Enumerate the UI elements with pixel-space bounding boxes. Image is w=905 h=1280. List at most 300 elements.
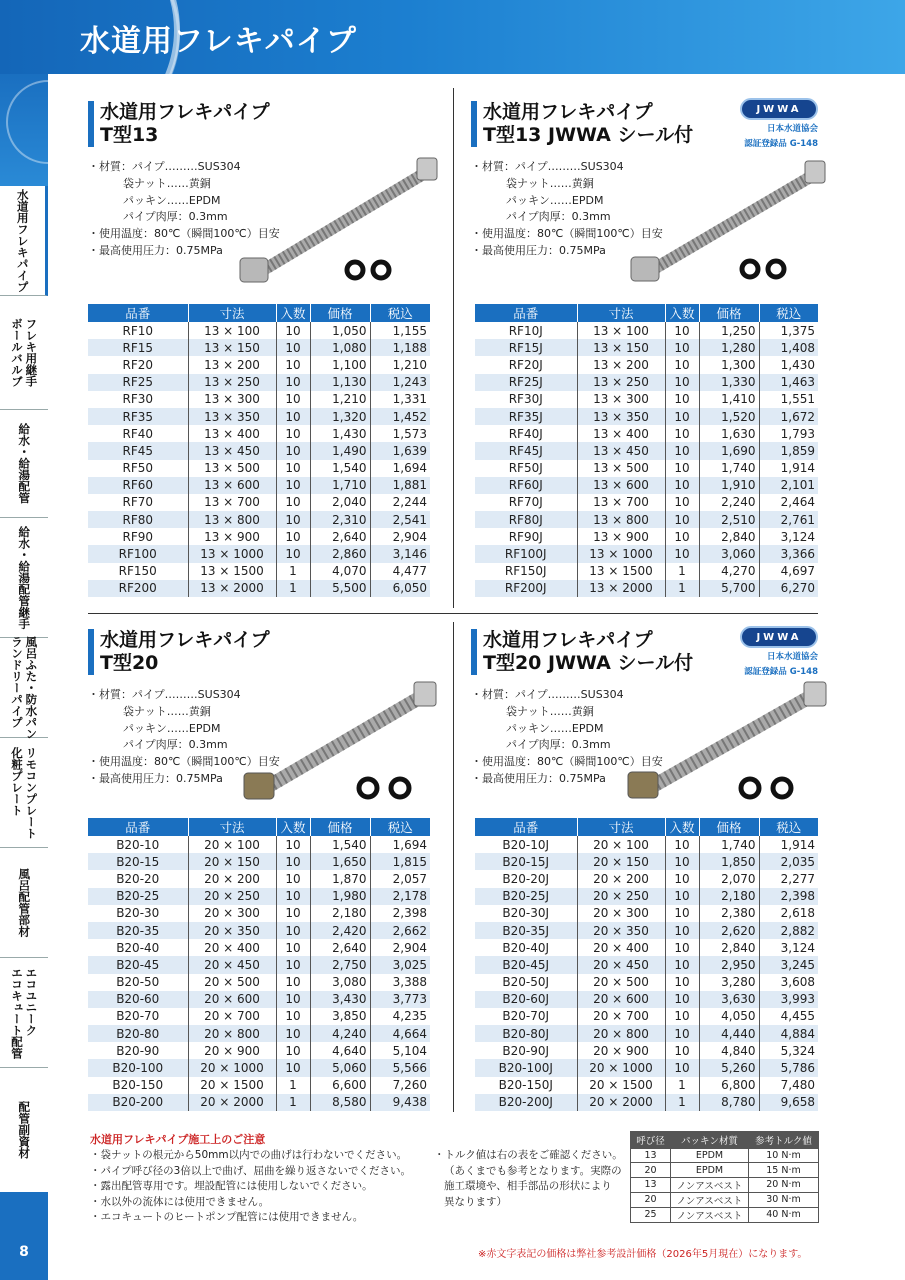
table-cell: B20-40J <box>475 939 577 956</box>
table-row <box>88 1042 430 1059</box>
table-cell: 30 N·m <box>749 1192 819 1207</box>
table-row <box>88 956 430 973</box>
table-cell: 20 × 800 <box>188 1025 276 1042</box>
col-header: 価格 <box>699 818 759 836</box>
spec-line: ・最高使用圧力：0.75MPa <box>88 243 223 257</box>
table-cell: 10 <box>276 511 310 528</box>
table-row <box>88 853 430 870</box>
table-cell: 13 × 800 <box>188 511 276 528</box>
table-cell: 4,270 <box>699 563 759 580</box>
table-cell: 3,388 <box>392 975 427 990</box>
table-cell: 2,277 <box>780 871 815 886</box>
table-cell: 10 <box>276 356 310 373</box>
table-cell: 4,640 <box>310 1042 370 1059</box>
spec-line: ・使用温度：80℃（瞬間100℃）目安 <box>471 227 663 241</box>
table-cell: 20 × 800 <box>577 1025 665 1042</box>
table-cell: 3,993 <box>759 991 818 1008</box>
table-cell: 1,650 <box>310 853 370 870</box>
col-header: 寸法 <box>188 818 276 836</box>
table-cell: RF60 <box>88 477 188 494</box>
table-cell: 3,025 <box>370 956 430 973</box>
col-header: 入数 <box>665 818 699 836</box>
table-row <box>88 356 430 373</box>
table-cell: 5,260 <box>699 1059 759 1076</box>
table-cell: 1,250 <box>699 322 759 339</box>
tab-label: 配管副資材 <box>17 1101 32 1159</box>
tab-bath-piping[interactable] <box>0 848 48 958</box>
table-cell: 10 <box>665 322 699 339</box>
table-cell: 10 <box>276 494 310 511</box>
table-cell: RF50 <box>88 460 188 477</box>
col-header: 入数 <box>665 304 699 322</box>
table-row <box>475 442 818 459</box>
product-title-line2: T型13 JWWA シール付 <box>483 124 694 146</box>
torque-table <box>630 1131 819 1223</box>
table-row <box>475 1077 818 1094</box>
table-cell: 1,850 <box>699 853 759 870</box>
col-header: 寸法 <box>577 304 665 322</box>
table-cell: 8,580 <box>310 1094 370 1111</box>
table-cell: 5,060 <box>310 1059 370 1076</box>
table-row <box>631 1149 819 1163</box>
tab-label: 風呂配管部材 <box>17 868 32 937</box>
table-cell: 10 <box>665 1059 699 1076</box>
table-cell: 13 × 1500 <box>188 563 276 580</box>
table-cell: ノンアスベスト <box>671 1177 749 1192</box>
table-cell: B20-60 <box>88 991 188 1008</box>
table-cell: 1,080 <box>310 339 370 356</box>
table-cell: 10 <box>276 853 310 870</box>
table-row <box>88 836 430 853</box>
table-cell: 1,188 <box>370 339 430 356</box>
table-cell: RF35J <box>475 408 577 425</box>
page-header <box>0 0 905 74</box>
table-row <box>475 580 818 597</box>
table-cell: 1,914 <box>780 837 815 852</box>
table-header-row <box>631 1132 819 1149</box>
tab-label: 給水・給湯配管 <box>17 423 32 504</box>
table-row <box>88 580 430 597</box>
table-row <box>475 1042 818 1059</box>
table-cell: 13 × 100 <box>188 322 276 339</box>
table-cell: 1,280 <box>699 339 759 356</box>
price-table-t13 <box>88 304 430 597</box>
table-row <box>631 1192 819 1207</box>
table-cell: 2,640 <box>310 939 370 956</box>
table-cell: 10 <box>276 339 310 356</box>
table-cell: 1,490 <box>310 442 370 459</box>
torque-note-line: 異なります） <box>444 1195 507 1208</box>
table-cell: 1,710 <box>310 477 370 494</box>
category-sidebar <box>0 74 48 1280</box>
table-row <box>475 460 818 477</box>
table-cell: RF20J <box>475 356 577 373</box>
tab-water-supply-piping[interactable] <box>0 410 48 518</box>
column-divider <box>453 88 454 608</box>
table-cell: 10 <box>665 836 699 853</box>
table-row <box>475 870 818 887</box>
table-row <box>475 322 818 339</box>
table-cell: RF70J <box>475 494 577 511</box>
table-cell: 1,815 <box>370 853 430 870</box>
table-cell: 1,639 <box>370 442 430 459</box>
table-row <box>88 511 430 528</box>
table-cell: 7,480 <box>780 1078 815 1093</box>
table-row <box>88 545 430 562</box>
table-cell: 20 × 300 <box>188 905 276 922</box>
table-cell: RF200J <box>475 580 577 597</box>
table-row <box>475 939 818 956</box>
table-cell: 2,240 <box>699 494 759 511</box>
table-cell: 1,463 <box>759 374 818 391</box>
price-table-t20 <box>88 818 430 1111</box>
table-cell: 1,740 <box>699 460 759 477</box>
col-header: 品番 <box>88 818 188 836</box>
table-cell: 1,980 <box>310 888 370 905</box>
table-cell: B20-150J <box>475 1077 577 1094</box>
table-cell: 10 <box>665 1042 699 1059</box>
table-cell: 6,050 <box>370 580 430 597</box>
table-cell: 20 × 350 <box>577 922 665 939</box>
table-cell: 10 <box>665 1025 699 1042</box>
table-cell: 13 × 300 <box>577 391 665 408</box>
table-cell: 13 × 100 <box>577 322 665 339</box>
table-cell: B20-15J <box>475 853 577 870</box>
table-cell: 10 <box>665 374 699 391</box>
spec-line: ・最高使用圧力：0.75MPa <box>471 771 606 785</box>
tab-label: リモコンプレート 化粧プレート <box>10 746 39 839</box>
table-cell: B20-25J <box>475 888 577 905</box>
product-title <box>88 101 434 147</box>
table-cell: 2,244 <box>392 495 427 510</box>
col-header: 税込 <box>759 304 818 322</box>
table-cell: 13 × 900 <box>577 528 665 545</box>
table-cell: 10 <box>276 870 310 887</box>
table-cell: 13 <box>631 1177 671 1192</box>
spec-line: 袋ナット……黄銅 <box>506 704 594 718</box>
tab-label: 給水・給湯配管継手 <box>17 525 32 630</box>
tab-label: フレキ用継手 ボールバルブ <box>10 318 39 387</box>
table-cell: ノンアスベスト <box>671 1207 749 1222</box>
table-cell: RF45J <box>475 442 577 459</box>
table-row <box>88 870 430 887</box>
table-cell: RF70 <box>88 494 188 511</box>
table-cell: RF15J <box>475 339 577 356</box>
table-cell: 10 <box>665 425 699 442</box>
tab-eco-piping[interactable] <box>0 958 48 1068</box>
table-cell: 10 <box>665 442 699 459</box>
table-cell: 1,331 <box>392 392 427 407</box>
price-footnote: ※赤文字表記の価格は弊社参考設計価格（2026年5月現在）になります。 <box>478 1249 808 1260</box>
table-cell: B20-70J <box>475 1008 577 1025</box>
table-cell: 13 × 500 <box>577 460 665 477</box>
table-cell: 25 <box>631 1207 671 1222</box>
tab-piping-materials[interactable] <box>0 1068 48 1192</box>
table-row <box>88 528 430 545</box>
table-row <box>88 888 430 905</box>
spec-line: ・材質：パイプ………SUS304 <box>471 160 624 173</box>
table-row <box>475 853 818 870</box>
table-row <box>475 563 818 580</box>
caution-item: ・袋ナットの根元から50mm以内での曲げは行わないでください。 <box>90 1149 408 1161</box>
table-cell: 1,210 <box>392 357 427 372</box>
jwwa-label: 認証登録品 G-148 <box>744 667 818 677</box>
table-cell: 2,761 <box>759 511 818 528</box>
spec-line: パッキン……EPDM <box>506 193 604 207</box>
table-cell: 13 × 1000 <box>188 545 276 562</box>
table-cell: 13 × 200 <box>188 356 276 373</box>
table-cell: 1 <box>665 563 699 580</box>
caution-item: ・エコキュートのヒートポンプ配管には使用できません。 <box>90 1211 364 1223</box>
table-cell: 20 × 1500 <box>188 1077 276 1094</box>
table-cell: RF45 <box>88 442 188 459</box>
table-header-row <box>475 304 818 322</box>
table-cell: 20 × 350 <box>188 922 276 939</box>
jwwa-label: 日本水道協会 <box>766 652 818 662</box>
table-cell: 1 <box>276 1077 310 1094</box>
tab-remote-plate[interactable] <box>0 738 48 848</box>
table-cell: 20 × 500 <box>577 974 665 991</box>
table-cell: 13 × 600 <box>577 477 665 494</box>
table-cell: 2,380 <box>699 905 759 922</box>
col-header: 税込 <box>370 304 430 322</box>
table-cell: 10 <box>276 442 310 459</box>
table-row <box>88 905 430 922</box>
table-cell: RF60J <box>475 477 577 494</box>
table-row <box>88 408 430 425</box>
jwwa-logo-icon: JWWA <box>740 98 818 120</box>
table-header-row <box>88 818 430 836</box>
table-cell: RF40 <box>88 425 188 442</box>
table-row <box>475 1094 818 1111</box>
table-cell: B20-45 <box>88 956 188 973</box>
table-cell: 10 <box>276 391 310 408</box>
table-cell: 10 <box>665 922 699 939</box>
table-cell: 20 × 2000 <box>188 1094 276 1111</box>
table-cell: 13 × 1500 <box>577 563 665 580</box>
table-row <box>88 563 430 580</box>
table-cell: 2,662 <box>370 922 430 939</box>
table-cell: 2,420 <box>310 922 370 939</box>
table-cell: B20-100J <box>475 1059 577 1076</box>
col-header: 品番 <box>475 818 577 836</box>
table-cell: 2,904 <box>392 529 427 544</box>
table-cell: 13 × 150 <box>188 339 276 356</box>
table-cell: B20-35 <box>88 922 188 939</box>
col-header: 参考トルク値 <box>749 1132 819 1149</box>
table-cell: 1,914 <box>780 461 815 476</box>
table-cell: RF150 <box>88 563 188 580</box>
table-cell: 1,859 <box>759 442 818 459</box>
table-row <box>475 391 818 408</box>
spec-line: ・使用温度：80℃（瞬間100℃）目安 <box>88 227 280 241</box>
tab-fittings-ball-valve[interactable] <box>0 296 48 410</box>
table-cell: 10 N·m <box>749 1149 819 1163</box>
table-cell: RF100J <box>475 545 577 562</box>
table-cell: 20 × 2000 <box>577 1094 665 1111</box>
table-row <box>475 477 818 494</box>
table-cell: 10 <box>665 460 699 477</box>
table-row <box>475 494 818 511</box>
price-table-t20-jwwa <box>475 818 818 1111</box>
flexible-pipe-image <box>625 155 835 290</box>
table-cell: RF150J <box>475 563 577 580</box>
table-cell: 20 × 450 <box>188 956 276 973</box>
table-cell: RF80J <box>475 511 577 528</box>
spec-line: パッキン……EPDM <box>123 721 221 735</box>
table-cell: 2,057 <box>392 871 427 886</box>
table-cell: 9,658 <box>759 1094 818 1111</box>
col-header: 入数 <box>276 304 310 322</box>
table-cell: 1,408 <box>759 339 818 356</box>
table-cell: 3,080 <box>310 974 370 991</box>
table-row <box>88 1025 430 1042</box>
table-cell: 1,694 <box>392 837 427 852</box>
caution-title: 水道用フレキパイプ施工上のご注意 <box>90 1133 266 1146</box>
page-number-box <box>0 1192 48 1280</box>
table-cell: 1,630 <box>699 425 759 442</box>
table-cell: 4,477 <box>392 564 427 579</box>
table-row <box>475 1059 818 1076</box>
flexible-pipe-image <box>235 150 445 290</box>
product-title-line1: 水道用フレキパイプ <box>100 101 270 123</box>
table-row <box>631 1163 819 1177</box>
table-cell: 1,672 <box>759 408 818 425</box>
table-row <box>475 1025 818 1042</box>
table-cell: 20 × 100 <box>188 836 276 853</box>
table-cell: 10 <box>665 870 699 887</box>
table-cell: 10 <box>665 905 699 922</box>
tab-piping-fittings[interactable] <box>0 518 48 638</box>
table-cell: 2,840 <box>699 528 759 545</box>
table-cell: 2,070 <box>699 870 759 887</box>
table-cell: 20 × 100 <box>577 836 665 853</box>
table-cell: B20-20J <box>475 870 577 887</box>
table-cell: 1,410 <box>699 391 759 408</box>
table-cell: 8,780 <box>699 1094 759 1111</box>
table-cell: 3,280 <box>699 974 759 991</box>
col-header: 税込 <box>759 818 818 836</box>
table-cell: 1,793 <box>780 426 815 441</box>
table-row <box>88 922 430 939</box>
table-cell: 1,300 <box>699 356 759 373</box>
table-cell: 5,566 <box>370 1059 430 1076</box>
table-row <box>475 1008 818 1025</box>
table-cell: 2,882 <box>759 922 818 939</box>
table-cell: 20 × 500 <box>188 974 276 991</box>
tab-label: 水道用フレキパイプ <box>15 188 30 293</box>
table-cell: 10 <box>276 836 310 853</box>
product-title-line2: T型20 JWWA シール付 <box>483 652 694 674</box>
table-cell: 20 × 250 <box>577 888 665 905</box>
table-cell: 4,240 <box>310 1025 370 1042</box>
table-cell: 5,324 <box>780 1043 815 1058</box>
col-header: 税込 <box>370 818 430 836</box>
table-cell: 1,690 <box>699 442 759 459</box>
jwwa-logo-icon: JWWA <box>740 626 818 648</box>
spec-line: 袋ナット……黄銅 <box>506 176 594 190</box>
table-cell: 1,050 <box>310 322 370 339</box>
table-cell: 13 × 350 <box>188 408 276 425</box>
table-cell: 1,320 <box>310 408 370 425</box>
page-title: 水道用フレキパイプ <box>80 24 357 59</box>
table-cell: 10 <box>276 408 310 425</box>
table-cell: 1,430 <box>780 357 815 372</box>
table-row <box>475 905 818 922</box>
table-cell: 6,600 <box>310 1077 370 1094</box>
table-cell: RF40J <box>475 425 577 442</box>
table-cell: 3,124 <box>780 940 815 955</box>
table-cell: 1,694 <box>392 461 427 476</box>
caution-item: ・水以外の流体には使用できません。 <box>90 1195 270 1208</box>
table-cell: B20-100 <box>88 1059 188 1076</box>
table-row <box>475 339 818 356</box>
table-cell: 1,910 <box>699 477 759 494</box>
table-cell: 1 <box>665 1077 699 1094</box>
table-row <box>631 1207 819 1222</box>
col-header: 価格 <box>699 304 759 322</box>
table-cell: 13 × 400 <box>188 425 276 442</box>
col-header: 呼び径 <box>631 1132 671 1149</box>
table-cell: B20-15 <box>88 853 188 870</box>
product-title-line1: 水道用フレキパイプ <box>483 101 653 123</box>
table-cell: 20 × 400 <box>188 939 276 956</box>
torque-note-line: （あくまでも参考となります。実際の <box>444 1164 622 1177</box>
spec-line: パイプ肉厚：0.3mm <box>506 210 611 224</box>
table-cell: 10 <box>276 956 310 973</box>
table-cell: 13 × 1000 <box>577 545 665 562</box>
jwwa-label: 認証登録品 G-148 <box>744 139 818 149</box>
table-cell: 20 × 600 <box>188 991 276 1008</box>
table-cell: 13 × 250 <box>188 374 276 391</box>
column-divider <box>453 622 454 1112</box>
table-cell: 2,904 <box>392 940 427 955</box>
table-cell: 10 <box>665 545 699 562</box>
table-cell: 10 <box>665 939 699 956</box>
table-row <box>88 1077 430 1094</box>
page-number: 8 <box>19 1244 29 1260</box>
table-cell: 4,840 <box>699 1042 759 1059</box>
torque-note-line: ・トルク値は右の表をご確認ください。 <box>434 1149 623 1161</box>
table-row <box>475 974 818 991</box>
table-cell: 10 <box>276 991 310 1008</box>
caution-item: ・パイプ呼び径の3倍以上で曲げ、屈曲を繰り返さないでください。 <box>90 1164 411 1177</box>
table-cell: 10 <box>276 477 310 494</box>
table-cell: 13 <box>631 1149 671 1163</box>
table-cell: 1,452 <box>370 408 430 425</box>
table-cell: 10 <box>665 1008 699 1025</box>
spec-line: パイプ肉厚：0.3mm <box>123 738 228 752</box>
table-cell: 2,310 <box>310 511 370 528</box>
table-cell: 13 × 800 <box>577 511 665 528</box>
table-row <box>88 494 430 511</box>
table-cell: 10 <box>665 888 699 905</box>
tab-bath-lid-laundry[interactable] <box>0 635 48 740</box>
torque-note-line: 施工環境や、相手部品の形状により <box>444 1180 612 1192</box>
product-title-line2: T型20 <box>100 652 159 674</box>
col-header: 寸法 <box>188 304 276 322</box>
table-cell: 1,520 <box>699 408 759 425</box>
table-cell: 10 <box>665 408 699 425</box>
table-row <box>475 356 818 373</box>
table-cell: 2,950 <box>699 956 759 973</box>
col-header: 品番 <box>88 304 188 322</box>
table-row <box>88 991 430 1008</box>
table-cell: 20 <box>631 1192 671 1207</box>
table-cell: 10 <box>665 494 699 511</box>
tab-flexi-pipe[interactable] <box>0 186 48 296</box>
jwwa-label: 日本水道協会 <box>766 124 818 134</box>
